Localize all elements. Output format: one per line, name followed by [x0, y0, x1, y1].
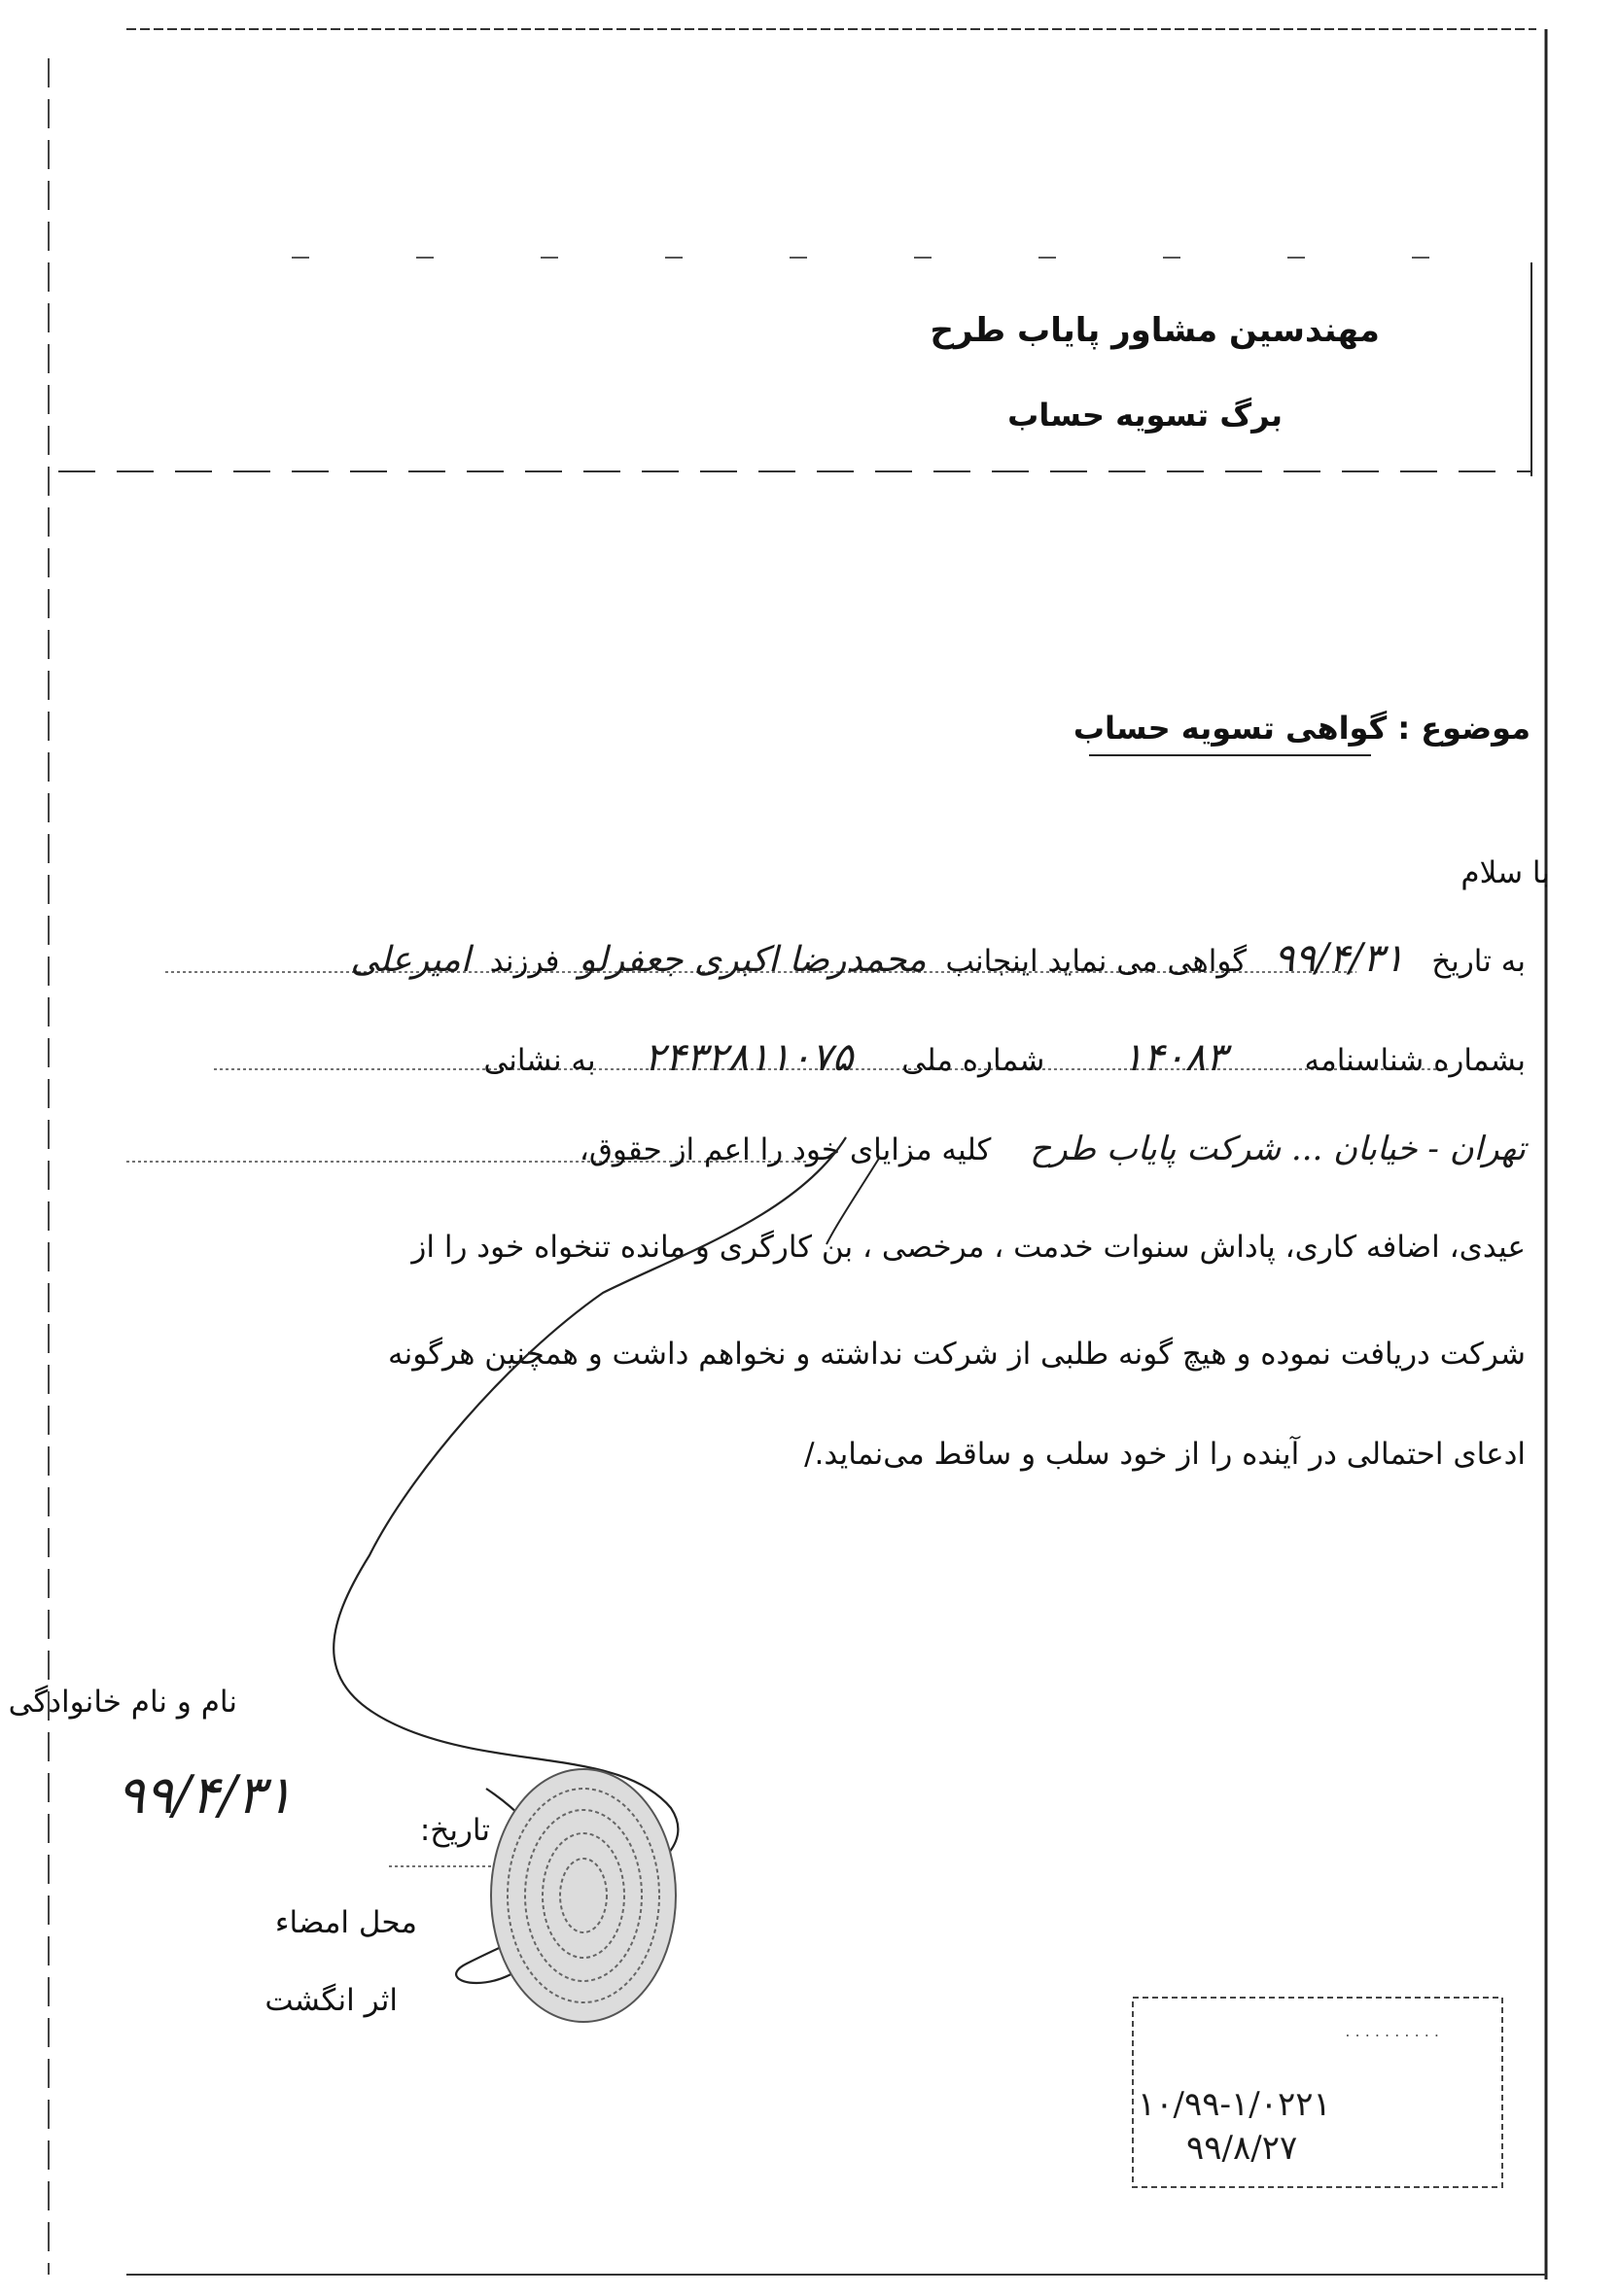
handwritten-sign-date: ۹۹/۴/۳۱ — [117, 1764, 294, 1826]
company-name: مهندسین مشاور پایاب طرح — [930, 311, 1380, 350]
handwritten-name: محمدرضا اکبری جعفرلو — [579, 940, 927, 980]
svg-text:. . . . . . . . . .: . . . . . . . . . . — [1345, 2022, 1439, 2040]
body-line-5: شرکت دریافت نموده و هیچ گونه طلبی از شرکت نداشته و نخواهم داشت و همچنین هرگونه — [387, 1337, 1526, 1372]
greeting: با سلام — [1460, 855, 1550, 890]
stamp-number: ۱۰/۹۹-۱/۰۲۲۱ — [1138, 2085, 1331, 2124]
label-national-id: شماره ملی — [901, 1043, 1045, 1078]
body-line-4: عیدی، اضافه کاری، پاداش سنوات خدمت ، مرخصی ، بن کارگری و مانده تنخواه خود را از — [411, 1230, 1526, 1265]
form-title: برگ تسویه حساب — [1007, 397, 1283, 434]
label-address: به نشانی — [483, 1043, 596, 1078]
handwritten-address: تهران - خیابان ... شرکت پایاب طرح — [1030, 1130, 1526, 1168]
handwritten-date: ۹۹/۴/۳۱ — [1273, 936, 1405, 981]
handwritten-id-number: ۱۴۰۸۳ — [1122, 1035, 1227, 1080]
benefits-text: کلیه مزایای خود را اعم از حقوق، — [579, 1132, 992, 1167]
handwritten-national-id: ۲۴۳۲۸۱۱۰۷۵ — [644, 1035, 854, 1080]
subject-line: موضوع : گواهی تسویه حساب — [1073, 710, 1530, 747]
label-date-sign: تاریخ: — [419, 1813, 490, 1848]
fingerprint-impression — [491, 1769, 676, 2022]
body-line-6: ادعای احتمالی در آینده را از خود سلب و ساقط می‌نماید./ — [804, 1437, 1526, 1472]
handwritten-father-name: امیرعلی — [350, 940, 471, 980]
label-id-number: بشماره شناسنامه — [1304, 1043, 1526, 1078]
label-fingerprint: اثر انگشت — [264, 1983, 398, 2018]
label-signature: محل امضاء — [274, 1905, 417, 1940]
certify-text: گواهی می نماید اینجانب — [945, 944, 1248, 979]
label-full-name: نام و نام خانوادگی — [8, 1685, 237, 1720]
label-child-of: فرزند — [489, 944, 560, 979]
stamp-date: ۹۹/۸/۲۷ — [1186, 2129, 1298, 2168]
label-date: به تاریخ — [1431, 944, 1526, 979]
